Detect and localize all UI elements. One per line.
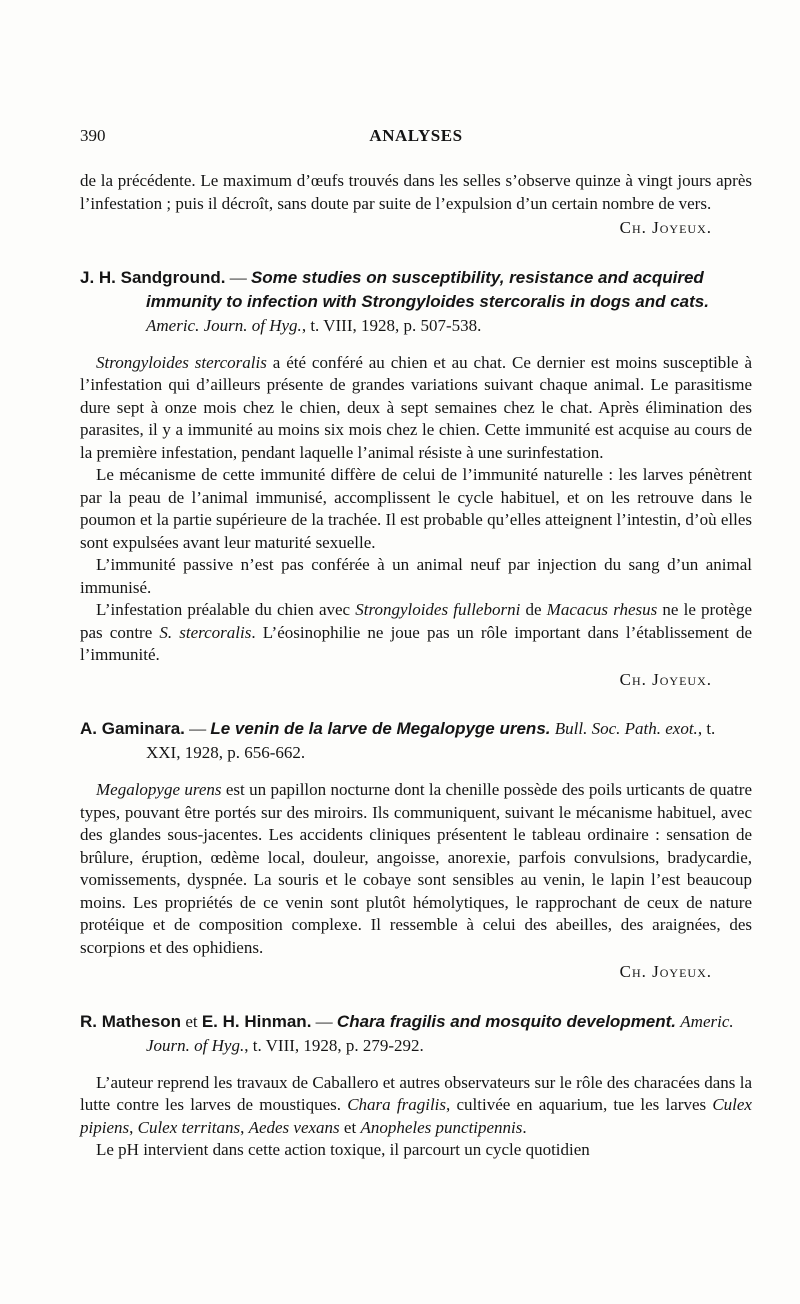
abstract-paragraph: L’immunité passive n’est pas conférée à un animal neuf par injection du sang d’un animal immunisé. bbox=[80, 555, 752, 597]
running-title: ANALYSES bbox=[369, 126, 463, 145]
abstract-paragraph: Le mécanisme de cette immunité diffère de celui de l’immunité naturelle : les larves pénètrent par la peau de l’animal immunisé, accomplissent le cycle habituel, et on les retrouve dans le poumon et la partie supérieure de la trachée. Il est probable qu’elles atteignent l’intestin, d’où elles sont expulsées avant leur maturité sexuelle. bbox=[80, 465, 752, 552]
running-head bbox=[80, 126, 752, 150]
citation: , t. XXI, 1928, p. 656-662. bbox=[146, 719, 716, 762]
article-author: J. H. Sandground. bbox=[80, 267, 226, 287]
article-title: Chara fragilis and mosquito development. bbox=[336, 1011, 677, 1031]
abstract-paragraph: L’auteur reprend les travaux de Caballero et autres observateurs sur le rôle des characées dans la lutte contre les larves de moustiques. Chara fragilis, cultivée en aquarium, tue les larves Culex pipiens, Culex territans, Aedes vexans et Anopheles punctipennis. bbox=[80, 1072, 752, 1137]
article-author: A. Gaminara. bbox=[80, 719, 185, 738]
signature: Ch. Joyeux. bbox=[619, 669, 712, 689]
article-author: E. H. Hinman. bbox=[201, 1011, 312, 1031]
intro-paragraph: de la précédente. Le maximum d’œufs trouvés dans les selles s’observe quinze à vingt jours après l’infestation ; puis il décroît, sans doute par suite de l’expulsion d’un certain nombre de vers. bbox=[80, 171, 752, 213]
citation: , t. VIII, 1928, p. 279-292. bbox=[244, 1035, 424, 1055]
journal-name: Americ. Journ. of Hyg. bbox=[146, 315, 302, 335]
abstract-paragraph: L’infestation préalable du chien avec Strongyloides fulleborni de Macacus rhesus ne le protège pas contre S. stercoralis. L’éosinophilie ne joue pas un rôle important dans l’établissement de l’immunité. bbox=[80, 600, 753, 664]
article-title: Some studies on susceptibility, resistance and acquired immunity to infection with Strongyloides stercoralis in dogs and cats. bbox=[146, 267, 709, 311]
article-heading: R. Matheson et E. H. Hinman. — Chara fragilis and mosquito development. Americ. Journ. of Hyg., t. VIII, 1928, p. 279-292. bbox=[80, 1011, 734, 1055]
article-heading: J. H. Sandground. — Some studies on susceptibility, resistance and acquired immunity to infection with Strongyloides stercoralis in dogs and cats. Americ. Journ. of Hyg., t. VIII, 1928, p. 507-538. bbox=[80, 267, 709, 335]
page-number: 390 bbox=[80, 126, 106, 145]
article-author: R. Matheson bbox=[80, 1011, 182, 1031]
signature: Ch. Joyeux. bbox=[619, 962, 712, 981]
signature: Ch. Joyeux. bbox=[619, 218, 712, 237]
journal-name: Bull. Soc. Path. exot. bbox=[554, 719, 698, 738]
abstract-paragraph: Megalopyge urens est un papillon nocturne dont la chenille possède des poils urticants de quatre types, pouvant être portés sur des miroirs. Ils communiquent, suivant le mécanisme habituel, avec des glandes sous-jacentes. Les accidents cliniques présentent le tableau ordinaire : sensation de brûlure, éruption, œdème local, douleur, angoisse, anorexie, parfois convulsions, bradycardie, vomissements, dyspnée. La souris et le cobaye sont sensibles au venin, le lapin l’est beaucoup moins. Les propriétés de ce venin sont plutôt hémolytiques, le rapprochant de ceux de nature protéique et de composition complexe. Il ressemble à celui des abeilles, des araignées, des scorpions et des ophidiens. bbox=[80, 780, 752, 957]
article-title: Le venin de la larve de Megalopyge urens. bbox=[210, 719, 551, 738]
abstract-paragraph: Strongyloides stercoralis a été conféré au chien et au chat. Ce dernier est moins susceptible à l’infestation qui d’ailleurs présente de grandes variations suivant chaque animal. Le parasitisme dure sept à onze mois chez le chien, deux à sept semaines chez le chat. Après élimination des parasites, il y a immunité au moins six mois chez le chien. Cette immunité est acquise au cours de la première infestation, pendant laquelle l’animal résiste à une surinfestation. bbox=[80, 352, 753, 462]
article-flow bbox=[80, 170, 752, 1162]
citation: , t. VIII, 1928, p. 507-538. bbox=[301, 315, 482, 335]
abstract-paragraph: Le pH intervient dans cette action toxique, il parcourt un cycle quotidien bbox=[96, 1140, 590, 1159]
journal-name: Americ. Journ. of Hyg. bbox=[146, 1011, 734, 1055]
article-heading: A. Gaminara. — Le venin de la larve de Megalopyge urens. Bull. Soc. Path. exot., t. XXI, 1928, p. 656-662. bbox=[80, 719, 716, 762]
